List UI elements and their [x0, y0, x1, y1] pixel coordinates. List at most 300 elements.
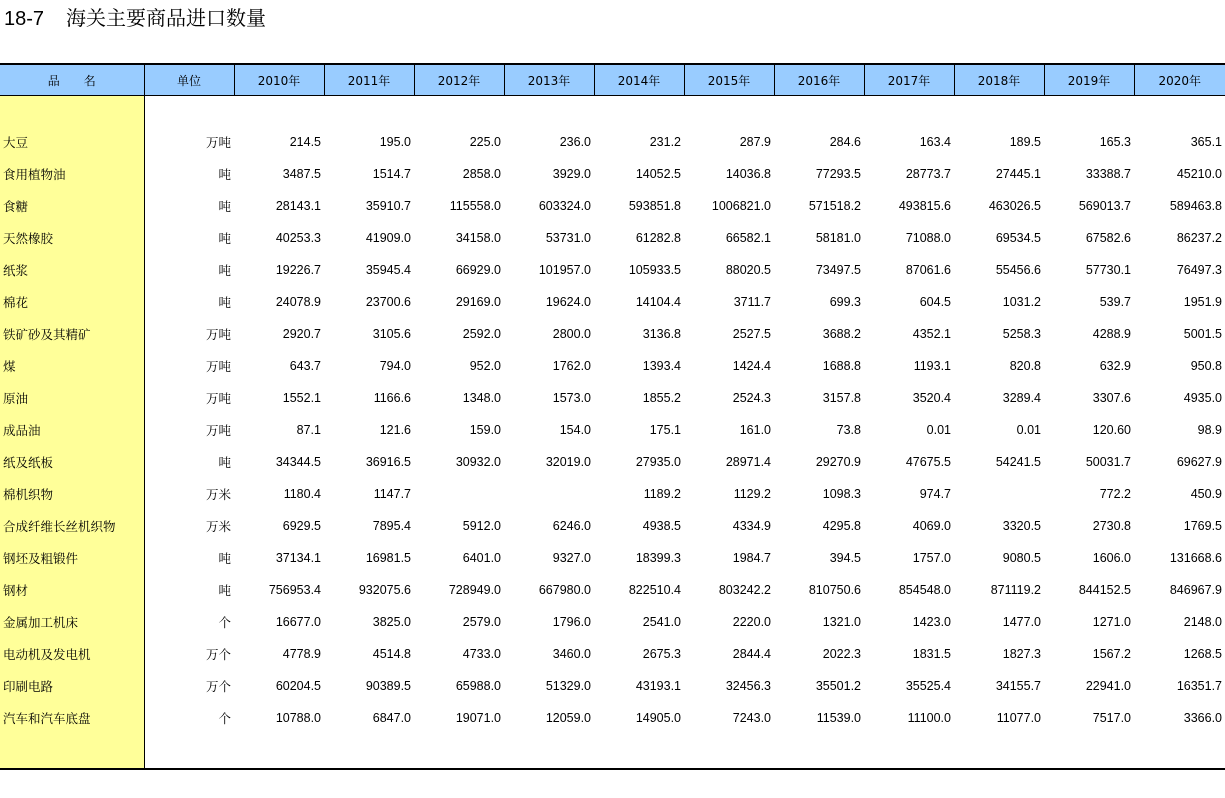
row-name: 成品油: [0, 414, 144, 446]
row-value: 4352.1: [912, 327, 951, 341]
row-value: 3520.4: [912, 391, 951, 405]
row-name: 铁矿砂及其精矿: [0, 318, 144, 350]
row-value: 27445.1: [995, 167, 1041, 181]
spacer-cell: [414, 734, 504, 769]
row-value: 756953.4: [268, 583, 321, 597]
row-value: 1147.7: [373, 487, 411, 501]
row-value: 1006821.0: [711, 199, 771, 213]
row-value: 73.8: [836, 423, 861, 437]
row-value: 1423.0: [912, 615, 951, 629]
row-value: 35910.7: [365, 199, 411, 213]
row-value: 284.6: [829, 135, 861, 149]
header-year: 2010年: [234, 64, 324, 96]
spacer-name-cell: [0, 734, 144, 769]
row-value: 643.7: [289, 359, 321, 373]
row-value: 2800.0: [552, 327, 591, 341]
row-value: 161.0: [739, 423, 771, 437]
row-value: 7895.4: [372, 519, 411, 533]
row-name: 钢坯及粗锻件: [0, 542, 144, 574]
row-value: 3307.6: [1092, 391, 1131, 405]
row-unit: 吨: [218, 231, 231, 246]
row-value: 175.1: [649, 423, 681, 437]
row-value: 1180.4: [283, 487, 321, 501]
row-value: 50031.7: [1085, 455, 1131, 469]
table-row: [0, 222, 1225, 254]
row-value: 1193.1: [913, 359, 951, 373]
row-unit: 吨: [218, 551, 231, 566]
row-unit: 吨: [218, 295, 231, 310]
row-value: 0.01: [926, 423, 951, 437]
row-value: 2730.8: [1092, 519, 1131, 533]
spacer-cell: [954, 734, 1044, 769]
row-value: 2527.5: [732, 327, 771, 341]
row-value: 40253.3: [275, 231, 321, 245]
spacer-cell: [774, 96, 864, 127]
row-value: 3366.0: [1183, 711, 1222, 725]
row-value: 18399.3: [635, 551, 681, 565]
row-value: 2148.0: [1183, 615, 1222, 629]
row-value: 33388.7: [1085, 167, 1131, 181]
row-value: 7517.0: [1092, 711, 1131, 725]
row-value: 4733.0: [462, 647, 501, 661]
table-row: [0, 126, 1225, 158]
row-value: 4778.9: [282, 647, 321, 661]
spacer-cell: [234, 96, 324, 127]
row-value: 54241.5: [995, 455, 1041, 469]
row-value: 1271.0: [1092, 615, 1131, 629]
spacer-row: [0, 96, 1225, 127]
table-row: [0, 414, 1225, 446]
row-unit: 万吨: [205, 135, 231, 150]
row-value: 163.4: [919, 135, 951, 149]
row-value: 76497.3: [1176, 263, 1222, 277]
row-value: 1321.0: [822, 615, 861, 629]
row-value: 4288.9: [1092, 327, 1131, 341]
row-value: 950.8: [1190, 359, 1222, 373]
row-value: 67582.6: [1085, 231, 1131, 245]
table-row: [0, 670, 1225, 702]
spacer-cell: [1134, 734, 1225, 769]
spacer-cell: [324, 734, 414, 769]
row-value: 9327.0: [552, 551, 591, 565]
row-value: 65988.0: [455, 679, 501, 693]
page-title: [4, 4, 266, 32]
row-name: 原油: [0, 382, 144, 414]
row-value: 810750.6: [808, 583, 861, 597]
spacer-name-cell: [0, 96, 144, 127]
row-value: 41909.0: [365, 231, 411, 245]
row-value: 19624.0: [545, 295, 591, 309]
row-name: 棉花: [0, 286, 144, 318]
row-name: 棉机织物: [0, 478, 144, 510]
row-value: 47675.5: [905, 455, 951, 469]
header-unit: 单位: [144, 64, 234, 96]
row-name: 纸浆: [0, 254, 144, 286]
row-value: 0.01: [1016, 423, 1041, 437]
row-value: 822510.4: [628, 583, 681, 597]
import-quantity-table: [0, 63, 1225, 770]
row-value: 1984.7: [732, 551, 771, 565]
row-name: 钢材: [0, 574, 144, 606]
table-row: [0, 254, 1225, 286]
row-value: 2541.0: [642, 615, 681, 629]
row-value: 35945.4: [365, 263, 411, 277]
spacer-cell: [864, 96, 954, 127]
row-value: 71088.0: [905, 231, 951, 245]
row-value: 87061.6: [905, 263, 951, 277]
row-name: 印刷电路: [0, 670, 144, 702]
row-value: 1762.0: [552, 359, 591, 373]
row-value: 2675.3: [642, 647, 681, 661]
row-value: 5001.5: [1183, 327, 1222, 341]
row-value: 11539.0: [816, 711, 861, 725]
row-value: 159.0: [469, 423, 501, 437]
row-value: 154.0: [559, 423, 591, 437]
row-value: 539.7: [1099, 295, 1131, 309]
row-value: 4334.9: [732, 519, 771, 533]
row-value: 1477.0: [1002, 615, 1041, 629]
row-value: 1855.2: [642, 391, 681, 405]
table-row: [0, 382, 1225, 414]
row-value: 58181.0: [815, 231, 861, 245]
header-year: 2017年: [864, 64, 954, 96]
row-value: 493815.6: [898, 199, 951, 213]
row-value: 37134.1: [275, 551, 321, 565]
row-value: 667980.0: [538, 583, 591, 597]
spacer-cell: [144, 96, 234, 127]
row-value: 24078.9: [275, 295, 321, 309]
row-value: 121.6: [379, 423, 411, 437]
row-value: 1348.0: [462, 391, 501, 405]
row-value: 236.0: [559, 135, 591, 149]
row-value: 115558.0: [449, 199, 501, 213]
row-value: 3289.4: [1002, 391, 1041, 405]
row-value: 66929.0: [455, 263, 501, 277]
row-value: 1098.3: [822, 487, 861, 501]
row-value: 195.0: [379, 135, 411, 149]
row-value: 3711.7: [733, 295, 771, 309]
row-value: 1757.0: [912, 551, 951, 565]
row-value: 22941.0: [1085, 679, 1131, 693]
row-value: 1166.6: [373, 391, 411, 405]
row-value: 1688.8: [822, 359, 861, 373]
row-value: 16981.5: [365, 551, 411, 565]
row-value: 287.9: [739, 135, 771, 149]
row-value: 1606.0: [1092, 551, 1131, 565]
row-value: [504, 478, 594, 510]
spacer-cell: [594, 734, 684, 769]
row-value: [954, 478, 1044, 510]
row-value: 844152.5: [1078, 583, 1131, 597]
row-value: 69627.9: [1176, 455, 1222, 469]
row-value: 932075.6: [358, 583, 411, 597]
table-row: [0, 606, 1225, 638]
row-value: 699.3: [829, 295, 861, 309]
row-value: 11077.0: [996, 711, 1041, 725]
row-value: 7243.0: [732, 711, 771, 725]
row-unit: 吨: [218, 263, 231, 278]
spacer-cell: [1044, 734, 1134, 769]
row-value: 35525.4: [905, 679, 951, 693]
row-value: 365.1: [1190, 135, 1222, 149]
row-value: 871119.2: [990, 583, 1041, 597]
row-name: 金属加工机床: [0, 606, 144, 638]
row-value: 1424.4: [732, 359, 771, 373]
row-value: 34158.0: [455, 231, 501, 245]
spacer-cell: [594, 96, 684, 127]
row-value: 463026.5: [988, 199, 1041, 213]
table-row: [0, 510, 1225, 542]
row-value: 3136.8: [642, 327, 681, 341]
row-value: [414, 478, 504, 510]
row-unit: 万吨: [205, 423, 231, 438]
row-value: 6847.0: [372, 711, 411, 725]
row-value: 803242.2: [718, 583, 771, 597]
row-value: 854548.0: [898, 583, 951, 597]
row-value: 29169.0: [455, 295, 501, 309]
row-value: 98.9: [1197, 423, 1222, 437]
spacer-cell: [1134, 96, 1225, 127]
row-unit: 吨: [218, 199, 231, 214]
spacer-cell: [234, 734, 324, 769]
row-value: 14104.4: [635, 295, 681, 309]
row-value: 2920.7: [282, 327, 321, 341]
row-unit: 万个: [205, 647, 231, 662]
row-value: 14052.5: [635, 167, 681, 181]
header-year: 2019年: [1044, 64, 1134, 96]
header-year: 2013年: [504, 64, 594, 96]
row-value: 14036.8: [725, 167, 771, 181]
row-value: 3157.8: [822, 391, 861, 405]
row-value: 2022.3: [822, 647, 861, 661]
header-year: 2014年: [594, 64, 684, 96]
row-value: 4069.0: [912, 519, 951, 533]
header-name: 品 名: [0, 64, 144, 96]
row-value: 28971.4: [725, 455, 771, 469]
row-value: 4514.8: [372, 647, 411, 661]
row-value: 3320.5: [1002, 519, 1041, 533]
row-name: 天然橡胶: [0, 222, 144, 254]
row-value: 12059.0: [545, 711, 591, 725]
header-year: 2015年: [684, 64, 774, 96]
row-value: 88020.5: [725, 263, 771, 277]
row-value: 165.3: [1099, 135, 1131, 149]
table-row: [0, 190, 1225, 222]
row-value: 51329.0: [545, 679, 591, 693]
row-value: 10788.0: [275, 711, 321, 725]
row-value: 1268.5: [1183, 647, 1222, 661]
row-value: 569013.7: [1078, 199, 1131, 213]
row-value: 2524.3: [732, 391, 771, 405]
row-value: 14905.0: [635, 711, 681, 725]
row-value: 90389.5: [365, 679, 411, 693]
row-value: 57730.1: [1085, 263, 1131, 277]
table-row: [0, 542, 1225, 574]
row-value: 30932.0: [455, 455, 501, 469]
table-row: [0, 638, 1225, 670]
row-value: 6929.5: [282, 519, 321, 533]
row-value: 2844.4: [732, 647, 771, 661]
row-value: 1573.0: [552, 391, 591, 405]
row-value: 29270.9: [815, 455, 861, 469]
row-value: 5912.0: [462, 519, 501, 533]
row-name: 食用植物油: [0, 158, 144, 190]
spacer-cell: [684, 734, 774, 769]
row-value: 19226.7: [275, 263, 321, 277]
spacer-cell: [324, 96, 414, 127]
spacer-row: [0, 734, 1225, 769]
row-value: 6401.0: [462, 551, 501, 565]
table-row: [0, 350, 1225, 382]
row-value: 34344.5: [275, 455, 321, 469]
table-body: [0, 96, 1225, 770]
row-value: 632.9: [1099, 359, 1131, 373]
row-value: 604.5: [919, 295, 951, 309]
spacer-cell: [504, 96, 594, 127]
row-value: 77293.5: [815, 167, 861, 181]
row-value: 19071.0: [455, 711, 501, 725]
table-row: [0, 478, 1225, 510]
row-value: 23700.6: [365, 295, 411, 309]
row-value: 450.9: [1190, 487, 1222, 501]
spacer-cell: [684, 96, 774, 127]
row-value: 794.0: [379, 359, 411, 373]
row-unit: 万吨: [205, 391, 231, 406]
row-value: 1796.0: [552, 615, 591, 629]
row-unit: 吨: [218, 167, 231, 182]
row-value: 4295.8: [822, 519, 861, 533]
row-value: 1129.2: [733, 487, 771, 501]
row-value: 214.5: [289, 135, 321, 149]
row-name: 食糖: [0, 190, 144, 222]
row-value: 589463.8: [1169, 199, 1222, 213]
row-value: 974.7: [919, 487, 951, 501]
row-value: 101957.0: [538, 263, 591, 277]
row-value: 231.2: [649, 135, 681, 149]
row-value: 225.0: [469, 135, 501, 149]
row-value: 2592.0: [462, 327, 501, 341]
import-table-container: [0, 63, 1225, 770]
row-value: 2220.0: [732, 615, 771, 629]
row-value: 60204.5: [275, 679, 321, 693]
row-unit: 万个: [205, 679, 231, 694]
row-value: 16351.7: [1176, 679, 1222, 693]
row-value: 1031.2: [1002, 295, 1041, 309]
table-row: [0, 574, 1225, 606]
row-value: 1567.2: [1092, 647, 1131, 661]
row-value: 394.5: [829, 551, 861, 565]
row-value: 32456.3: [725, 679, 771, 693]
spacer-cell: [414, 96, 504, 127]
row-value: 772.2: [1099, 487, 1131, 501]
row-name: 电动机及发电机: [0, 638, 144, 670]
row-value: 69534.5: [995, 231, 1041, 245]
header-year: 2011年: [324, 64, 414, 96]
row-value: 86237.2: [1176, 231, 1222, 245]
header-year: 2020年: [1134, 64, 1225, 96]
row-unit: 个: [218, 615, 231, 630]
row-unit: 吨: [218, 583, 231, 598]
row-value: 3487.5: [282, 167, 321, 181]
spacer-cell: [504, 734, 594, 769]
row-value: 34155.7: [995, 679, 1041, 693]
row-value: 1827.3: [1002, 647, 1041, 661]
row-value: 1189.2: [643, 487, 681, 501]
row-unit: 万吨: [205, 359, 231, 374]
row-value: 28143.1: [275, 199, 321, 213]
row-unit: 万吨: [205, 327, 231, 342]
row-value: 28773.7: [905, 167, 951, 181]
row-name: 大豆: [0, 126, 144, 158]
row-value: 73497.5: [815, 263, 861, 277]
row-value: 3929.0: [552, 167, 591, 181]
row-value: 3825.0: [372, 615, 411, 629]
row-value: 5258.3: [1002, 327, 1041, 341]
spacer-cell: [1044, 96, 1134, 127]
row-value: 4935.0: [1183, 391, 1222, 405]
row-value: 603324.0: [538, 199, 591, 213]
row-unit: 个: [218, 711, 231, 726]
row-unit: 吨: [218, 455, 231, 470]
row-value: 66582.1: [725, 231, 771, 245]
row-value: 846967.9: [1169, 583, 1222, 597]
row-value: 11100.0: [907, 711, 951, 725]
row-value: 3105.6: [372, 327, 411, 341]
row-value: 1951.9: [1183, 295, 1222, 309]
row-name: 纸及纸板: [0, 446, 144, 478]
row-value: 1552.1: [282, 391, 321, 405]
row-value: 728949.0: [448, 583, 501, 597]
table-row: [0, 158, 1225, 190]
row-value: 32019.0: [545, 455, 591, 469]
row-value: 120.60: [1092, 423, 1131, 437]
table-row: [0, 702, 1225, 734]
row-value: 952.0: [469, 359, 501, 373]
row-value: 35501.2: [815, 679, 861, 693]
table-row: [0, 446, 1225, 478]
table-row: [0, 318, 1225, 350]
row-value: 3460.0: [552, 647, 591, 661]
row-value: 61282.8: [635, 231, 681, 245]
row-value: 36916.5: [365, 455, 411, 469]
row-value: 53731.0: [545, 231, 591, 245]
spacer-cell: [864, 734, 954, 769]
row-value: 43193.1: [635, 679, 681, 693]
row-unit: 万米: [205, 487, 231, 502]
row-value: 27935.0: [635, 455, 681, 469]
row-value: 55456.6: [995, 263, 1041, 277]
row-value: 3688.2: [822, 327, 861, 341]
row-value: 571518.2: [808, 199, 861, 213]
row-value: 131668.6: [1169, 551, 1222, 565]
table-row: [0, 286, 1225, 318]
row-name: 汽车和汽车底盘: [0, 702, 144, 734]
row-value: 820.8: [1009, 359, 1041, 373]
table-title: 海关主要商品进口数量: [66, 6, 267, 30]
spacer-cell: [144, 734, 234, 769]
row-value: 6246.0: [552, 519, 591, 533]
row-value: 1514.7: [372, 167, 411, 181]
row-unit: 万米: [205, 519, 231, 534]
header-year: 2012年: [414, 64, 504, 96]
row-name: 煤: [0, 350, 144, 382]
row-value: 2579.0: [462, 615, 501, 629]
spacer-cell: [954, 96, 1044, 127]
header-year: 2016年: [774, 64, 864, 96]
row-value: 45210.0: [1176, 167, 1222, 181]
row-value: 1831.5: [912, 647, 951, 661]
spacer-cell: [774, 734, 864, 769]
